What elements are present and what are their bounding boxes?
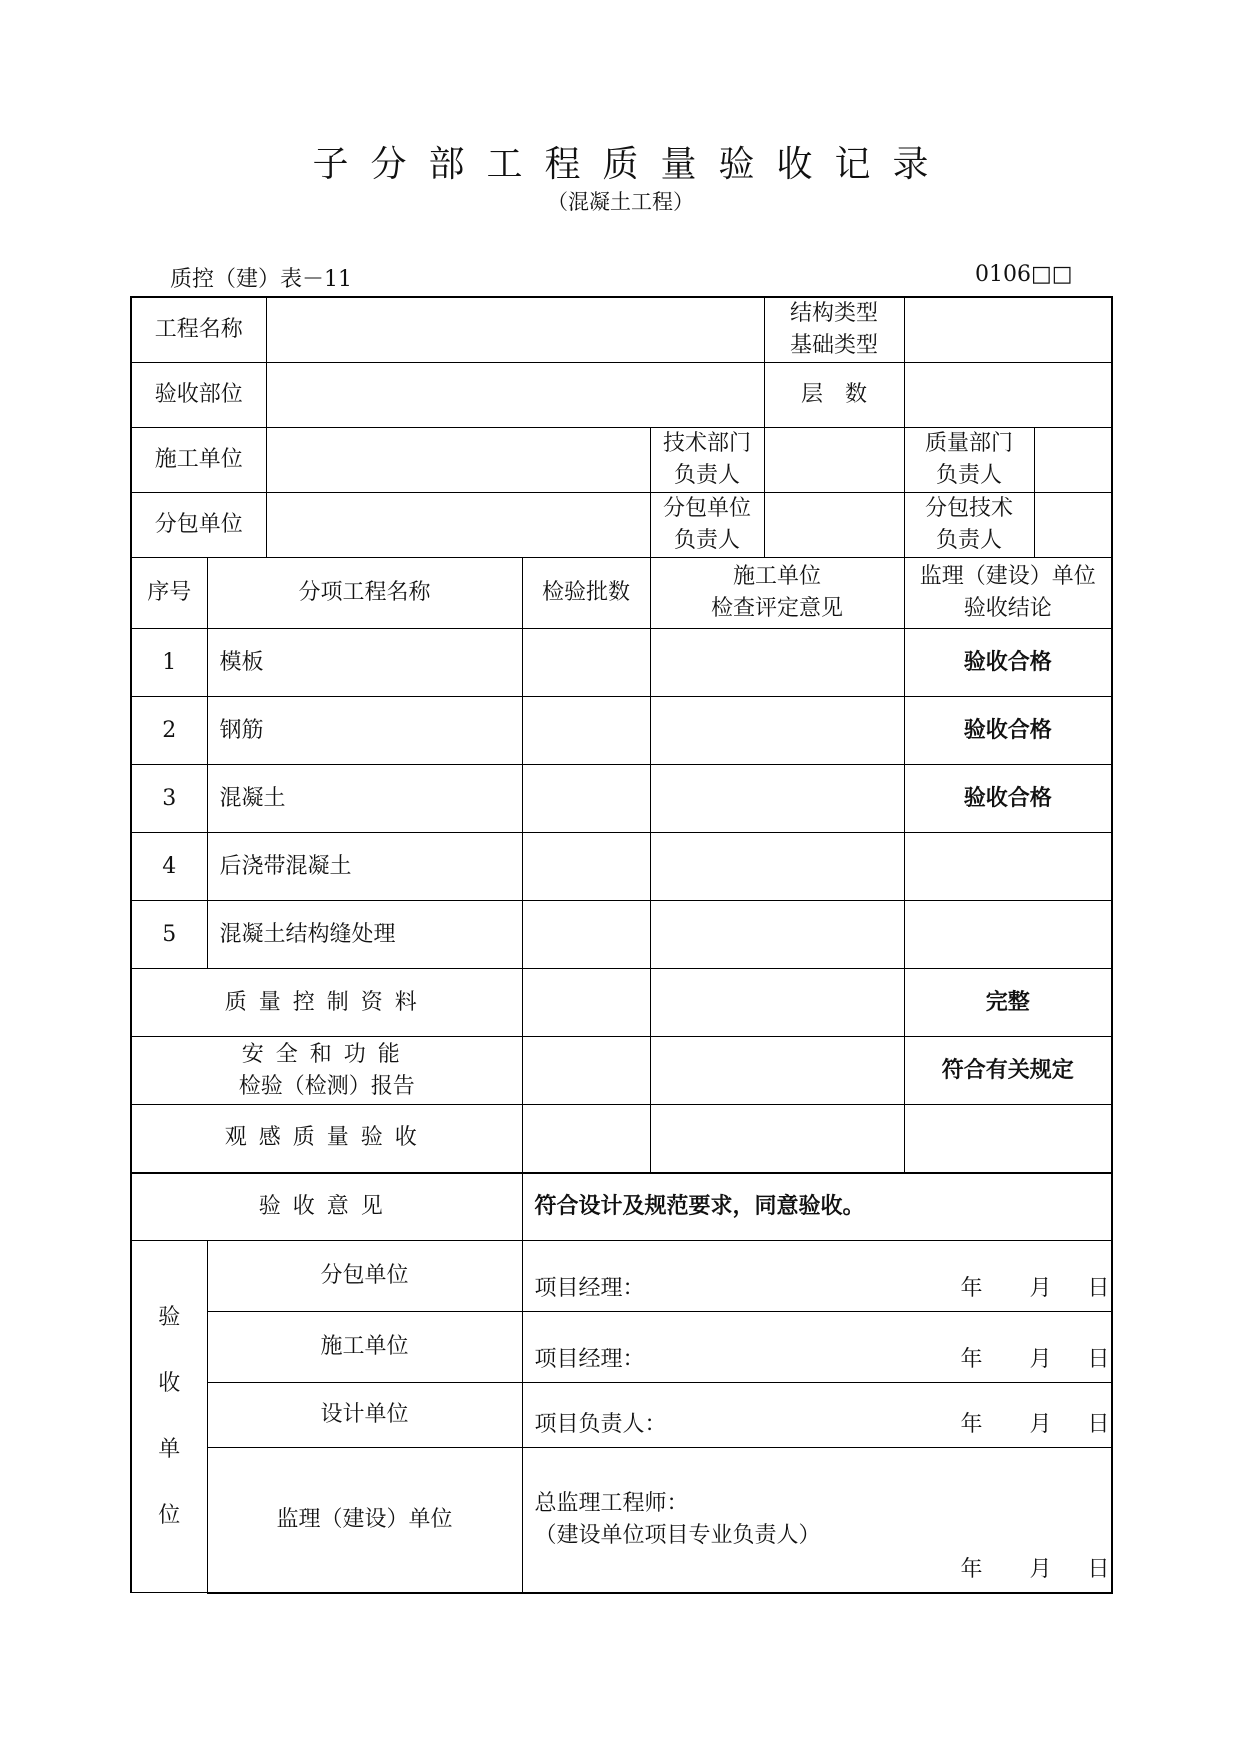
subcontract-unit-value[interactable] xyxy=(266,493,650,558)
date-year: 年 xyxy=(960,1556,983,1582)
construction-unit-label: 施工单位 xyxy=(131,428,266,493)
construction-unit-value[interactable] xyxy=(266,428,650,493)
supervisor-signature[interactable] xyxy=(522,1448,1112,1593)
opinion-label: 验收意见 xyxy=(131,1173,522,1241)
acceptance-unit-name: 监理（建设）单位 xyxy=(207,1448,522,1593)
signature-date xyxy=(941,1554,1113,1586)
item-seq: 1 xyxy=(131,629,207,697)
quality-dept-head-label xyxy=(904,428,1034,493)
sub-unit-head-label xyxy=(650,493,764,558)
supervisor-signer-line2: （建设单位项目专业负责人） xyxy=(534,1523,821,1548)
acceptance-unit-row xyxy=(131,1241,1112,1312)
structure-foundation-type-label xyxy=(764,297,904,363)
item-name: 模板 xyxy=(207,629,522,697)
contractor-opinion-line2: 检查评定意见 xyxy=(711,596,844,621)
construction-unit-row xyxy=(131,428,1112,493)
sub-unit-head-label-line2: 负责人 xyxy=(674,528,741,553)
item-contractor-opinion[interactable] xyxy=(650,901,904,969)
safety-function-batch[interactable] xyxy=(522,1037,650,1105)
acceptance-unit-name: 分包单位 xyxy=(207,1241,522,1312)
subcontract-unit-row xyxy=(131,493,1112,558)
safety-function-label-line1: 安全和功能 xyxy=(241,1041,412,1067)
item-contractor-opinion[interactable] xyxy=(650,697,904,765)
safety-function-contractor-opinion[interactable] xyxy=(650,1037,904,1105)
opinion-text: 符合设计及规范要求，同意验收。 xyxy=(522,1173,1112,1241)
item-batch-count[interactable] xyxy=(522,765,650,833)
item-contractor-opinion[interactable] xyxy=(650,629,904,697)
quality-dept-label-line2: 负责人 xyxy=(936,463,1003,488)
item-batch-count[interactable] xyxy=(522,697,650,765)
tech-dept-label-line1: 技术部门 xyxy=(663,431,752,456)
item-name: 钢筋 xyxy=(207,697,522,765)
subcontract-unit-label: 分包单位 xyxy=(131,493,266,558)
acceptance-unit-signature[interactable] xyxy=(522,1383,1112,1448)
appearance-conclusion[interactable] xyxy=(904,1105,1112,1173)
item-conclusion[interactable] xyxy=(904,901,1112,969)
acceptance-unit-name: 设计单位 xyxy=(207,1383,522,1448)
acceptance-unit-row xyxy=(131,1383,1112,1448)
date-year: 年 xyxy=(960,1276,983,1301)
project-name-label: 工程名称 xyxy=(131,297,266,363)
safety-function-conclusion: 符合有关规定 xyxy=(904,1037,1112,1105)
group-label-char: 单 xyxy=(158,1436,181,1462)
sub-unit-head-value[interactable] xyxy=(764,493,904,558)
floors-value[interactable] xyxy=(904,363,1112,428)
supervisor-conclusion-line1: 监理（建设）单位 xyxy=(919,564,1096,589)
quality-control-label: 质量控制资料 xyxy=(131,969,522,1037)
date-month: 月 xyxy=(1029,1276,1052,1301)
item-seq: 2 xyxy=(131,697,207,765)
quality-control-contractor-opinion[interactable] xyxy=(650,969,904,1037)
quality-control-row xyxy=(131,969,1112,1037)
item-conclusion[interactable] xyxy=(904,833,1112,901)
structure-type-label: 结构类型 xyxy=(790,301,879,326)
item-batch-count[interactable] xyxy=(522,629,650,697)
item-name: 混凝土结构缝处理 xyxy=(207,901,522,969)
acceptance-unit-name: 施工单位 xyxy=(207,1312,522,1383)
tech-dept-head-label xyxy=(650,428,764,493)
item-batch-count[interactable] xyxy=(522,833,650,901)
acceptance-unit-signature[interactable] xyxy=(522,1312,1112,1383)
structure-type-value[interactable] xyxy=(904,297,1112,363)
column-header-contractor-opinion xyxy=(650,558,904,629)
signer-label: 项目经理： xyxy=(534,1347,645,1372)
tech-dept-head-value[interactable] xyxy=(764,428,904,493)
acceptance-record-table xyxy=(130,296,1113,1594)
item-conclusion: 验收合格 xyxy=(904,629,1112,697)
item-contractor-opinion[interactable] xyxy=(650,833,904,901)
column-header-item-name: 分项工程名称 xyxy=(207,558,522,629)
item-conclusion: 验收合格 xyxy=(904,697,1112,765)
column-header-seq: 序号 xyxy=(131,558,207,629)
date-day: 日 xyxy=(1087,1412,1110,1437)
appearance-row xyxy=(131,1105,1112,1173)
date-day: 日 xyxy=(1087,1276,1110,1301)
acceptance-part-value[interactable] xyxy=(266,363,764,428)
acceptance-part-row xyxy=(131,363,1112,428)
table-row xyxy=(131,697,1112,765)
table-row xyxy=(131,833,1112,901)
acceptance-unit-signature[interactable] xyxy=(522,1241,1112,1312)
date-day: 日 xyxy=(1087,1347,1110,1372)
foundation-type-label: 基础类型 xyxy=(790,333,879,358)
contractor-opinion-line1: 施工单位 xyxy=(733,564,822,589)
signature-date xyxy=(941,1409,1113,1441)
sub-tech-head-label xyxy=(904,493,1034,558)
group-label-char: 收 xyxy=(158,1370,181,1396)
form-code: 质控（建）表－11 xyxy=(170,267,352,292)
signature-date xyxy=(941,1273,1113,1305)
column-header-row xyxy=(131,558,1112,629)
safety-function-row xyxy=(131,1037,1112,1105)
date-month: 月 xyxy=(1029,1347,1052,1372)
item-name: 后浇带混凝土 xyxy=(207,833,522,901)
signer-label: 项目经理： xyxy=(534,1276,645,1301)
column-header-supervisor-conclusion xyxy=(904,558,1112,629)
project-name-row xyxy=(131,297,1112,363)
table-row xyxy=(131,901,1112,969)
appearance-batch[interactable] xyxy=(522,1105,650,1173)
sub-tech-head-value[interactable] xyxy=(1034,493,1112,558)
item-seq: 3 xyxy=(131,765,207,833)
floors-label: 层 数 xyxy=(764,363,904,428)
tech-dept-label-line2: 负责人 xyxy=(674,463,741,488)
column-header-batch-count: 检验批数 xyxy=(522,558,650,629)
table-row xyxy=(131,765,1112,833)
acceptance-part-label: 验收部位 xyxy=(131,363,266,428)
acceptance-units-group-label xyxy=(131,1241,207,1593)
date-month: 月 xyxy=(1029,1556,1052,1582)
form-number: 0106□□ xyxy=(975,262,1073,287)
quality-control-batch[interactable] xyxy=(522,969,650,1037)
signature-date xyxy=(941,1344,1113,1376)
item-seq: 4 xyxy=(131,833,207,901)
item-contractor-opinion[interactable] xyxy=(650,765,904,833)
acceptance-unit-row xyxy=(131,1448,1112,1593)
signer-label: 项目负责人： xyxy=(534,1412,667,1437)
item-seq: 5 xyxy=(131,901,207,969)
date-year: 年 xyxy=(960,1412,983,1437)
item-batch-count[interactable] xyxy=(522,901,650,969)
table-row xyxy=(131,629,1112,697)
group-label-char: 位 xyxy=(158,1502,181,1528)
document-title: 子分部工程质量验收记录 xyxy=(312,144,951,185)
document-subtitle: （混凝土工程） xyxy=(547,190,694,214)
opinion-row xyxy=(131,1173,1112,1241)
acceptance-unit-row xyxy=(131,1312,1112,1383)
appearance-contractor-opinion[interactable] xyxy=(650,1105,904,1173)
project-name-value[interactable] xyxy=(266,297,764,363)
item-name: 混凝土 xyxy=(207,765,522,833)
sub-unit-head-label-line1: 分包单位 xyxy=(663,496,752,521)
supervisor-signer-line1: 总监理工程师： xyxy=(534,1491,689,1516)
date-year: 年 xyxy=(960,1347,983,1372)
sub-tech-head-label-line1: 分包技术 xyxy=(925,496,1014,521)
group-label-char: 验 xyxy=(158,1304,181,1330)
quality-control-conclusion: 完整 xyxy=(904,969,1112,1037)
quality-dept-label-line1: 质量部门 xyxy=(925,431,1014,456)
date-day: 日 xyxy=(1087,1556,1110,1582)
supervisor-signer-label xyxy=(535,1488,821,1552)
item-conclusion: 验收合格 xyxy=(904,765,1112,833)
safety-function-label-line2: 检验（检测）报告 xyxy=(238,1073,415,1099)
safety-function-label xyxy=(131,1037,522,1105)
date-month: 月 xyxy=(1029,1412,1052,1437)
supervisor-conclusion-line2: 验收结论 xyxy=(963,596,1052,621)
appearance-label: 观感质量验收 xyxy=(131,1105,522,1173)
sub-tech-head-label-line2: 负责人 xyxy=(936,528,1003,553)
quality-dept-head-value[interactable] xyxy=(1034,428,1112,493)
